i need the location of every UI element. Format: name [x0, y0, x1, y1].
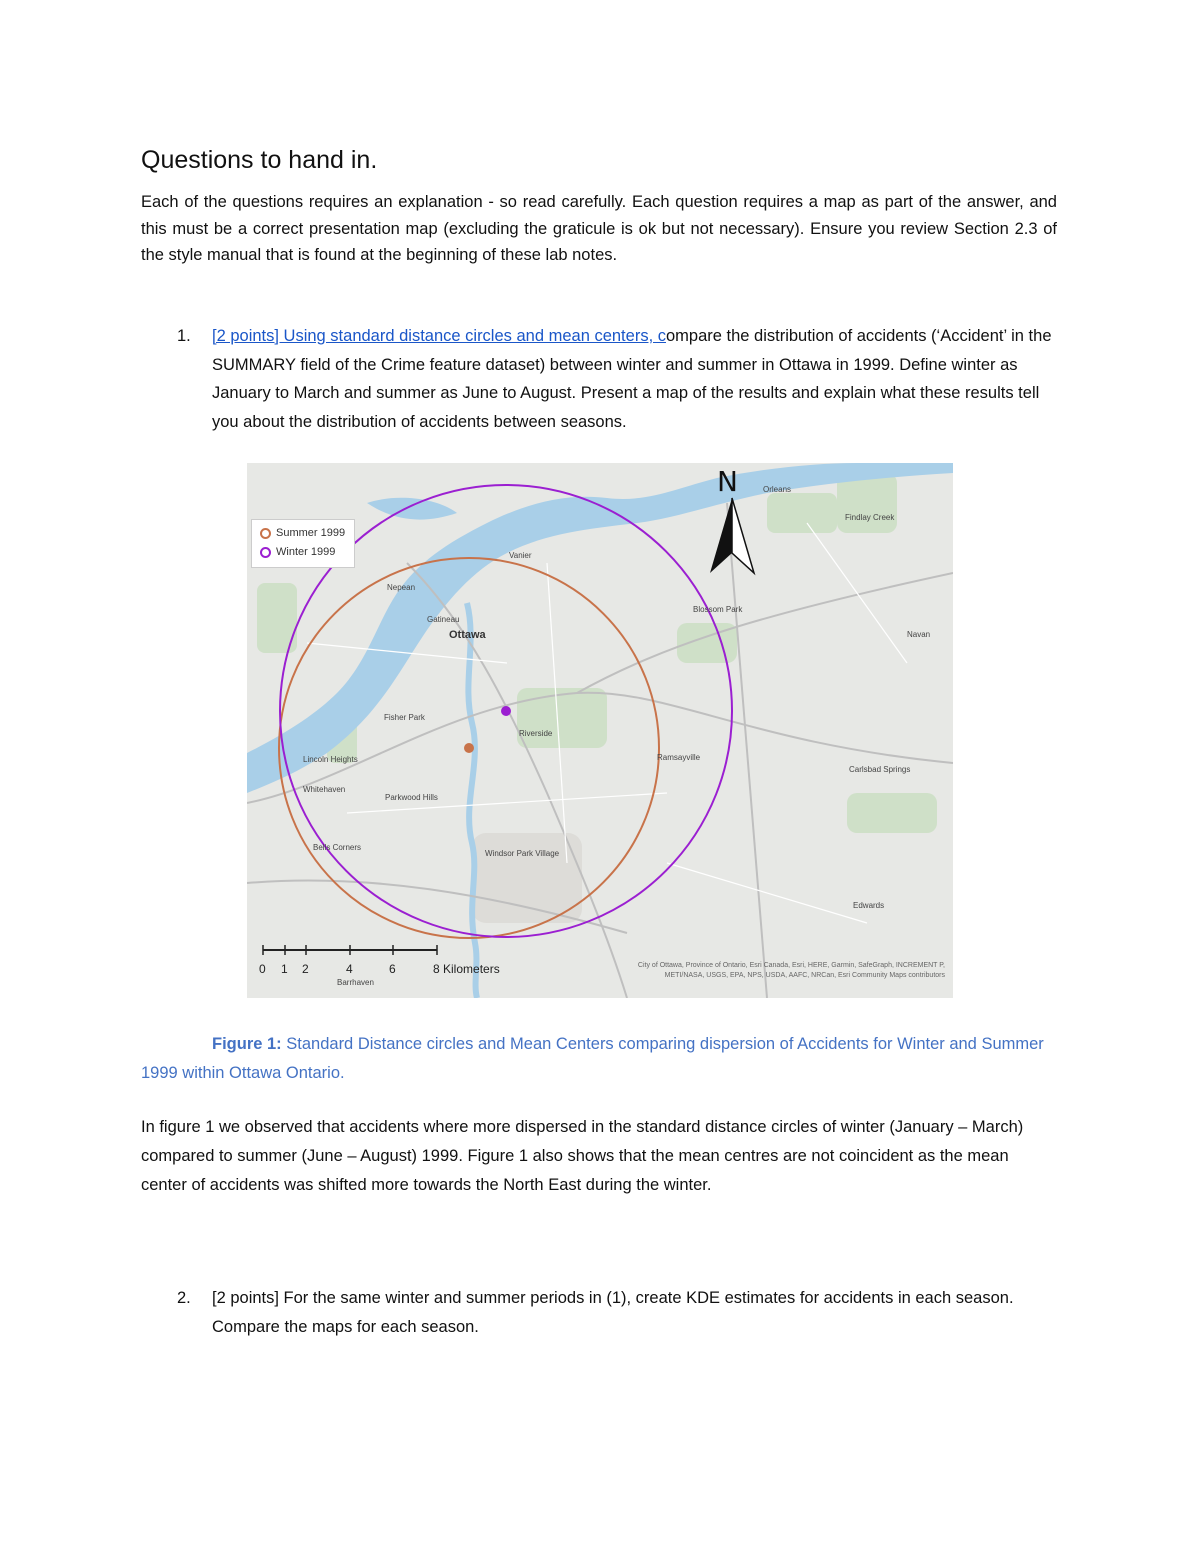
map-attribution: City of Ottawa, Province of Ontario, Esri Canada, Esri, HERE, Garmin, SafeGraph, INCREMENT P, METI/NASA, USGS, EPA, NPS, USDA, AAFC, NRCan, Esri Community Maps contributors — [637, 962, 945, 979]
question-1-body — [212, 322, 1057, 436]
place-orleans: Orleans — [763, 485, 792, 494]
place-barrhaven: Barrhaven — [337, 978, 374, 987]
summer-legend-icon — [260, 528, 271, 539]
place-nepean: Nepean — [387, 583, 416, 592]
scale-tick-2: 2 — [302, 962, 309, 976]
place-findlay: Findlay Creek — [845, 513, 895, 522]
place-bells: Bells Corners — [313, 843, 362, 852]
place-parkwood: Parkwood Hills — [385, 793, 438, 802]
question-1-text: ompare the distribution of accidents (‘Accident’ in the SUMMARY field of the Crime feature dataset) between winter and summer in Ottawa in 1999. Define winter as January to March and summer as June to August. Present a map of the results and explain what these results tell you about the distribution of accidents between seasons. — [212, 327, 1052, 431]
scale-tick-4: 4 — [346, 962, 353, 976]
question-2-number: 2. — [177, 1289, 191, 1307]
place-ramsayville: Ramsayville — [657, 753, 701, 762]
scale-tick-6: 6 — [389, 962, 396, 976]
map-figure — [247, 463, 953, 998]
question-1-link[interactable]: [2 points] Using standard distance circles and mean centers, c — [212, 327, 666, 345]
place-lincoln: Lincoln Heights — [303, 755, 358, 764]
summer-mean-center — [464, 743, 474, 753]
legend-summer-label: Summer 1999 — [276, 527, 346, 539]
north-letter: N — [717, 465, 738, 498]
place-carlsbad: Carlsbad Springs — [849, 765, 911, 774]
question-2 — [141, 1284, 1057, 1341]
figure-caption-label: Figure 1: — [212, 1035, 282, 1053]
place-vanier: Vanier — [509, 551, 532, 560]
legend-winter — [260, 545, 335, 559]
place-blossom: Blossom Park — [693, 605, 743, 614]
place-windsor: Windsor Park Village — [485, 849, 560, 858]
legend-summer — [260, 526, 345, 540]
place-riverside: Riverside — [519, 729, 553, 738]
place-navan: Navan — [907, 630, 931, 639]
map-legend — [251, 519, 355, 568]
winter-mean-center — [501, 706, 511, 716]
question-1 — [141, 322, 1057, 436]
place-whitehaven: Whitehaven — [303, 785, 346, 794]
scale-tick-1: 1 — [281, 962, 288, 976]
figure-caption — [141, 1030, 1057, 1087]
question-1-number: 1. — [177, 327, 191, 345]
place-ottawa: Ottawa — [449, 629, 486, 641]
question-2-text: [2 points] For the same winter and summer periods in (1), create KDE estimates for accidents in each season. Compare the maps for each season. — [212, 1289, 1014, 1336]
section-heading: Questions to hand in. — [141, 146, 378, 174]
place-gatineau: Gatineau — [427, 615, 460, 624]
place-fisher: Fisher Park — [384, 713, 425, 722]
legend-winter-label: Winter 1999 — [276, 546, 336, 558]
scale-labels — [261, 944, 521, 984]
answer-paragraph: In figure 1 we observed that accidents where more dispersed in the standard distance circles of winter (January – March) compared to summer (June – August) 1999. Figure 1 also shows that the mean centres are not coincident as the mean center of accidents was shifted more towards the North East during the winter. — [141, 1118, 1024, 1194]
scale-tick-0: 0 — [259, 962, 266, 976]
intro-paragraph: Each of the questions requires an explanation - so read carefully. Each question requires a map as part of the answer, and this must be a correct presentation map (excluding the graticule is ok but not necessary). Ensure you review Section 2.3 of the style manual that is found at the beginning of these lab notes. — [141, 193, 1057, 264]
scale-tick-8: 8 Kilometers — [433, 962, 500, 976]
winter-legend-icon — [260, 547, 271, 558]
place-edwards: Edwards — [853, 901, 885, 910]
figure-caption-text: Standard Distance circles and Mean Centers comparing dispersion of Accidents for Winter and Summer 1999 within Ottawa Ontario. — [141, 1035, 1044, 1082]
